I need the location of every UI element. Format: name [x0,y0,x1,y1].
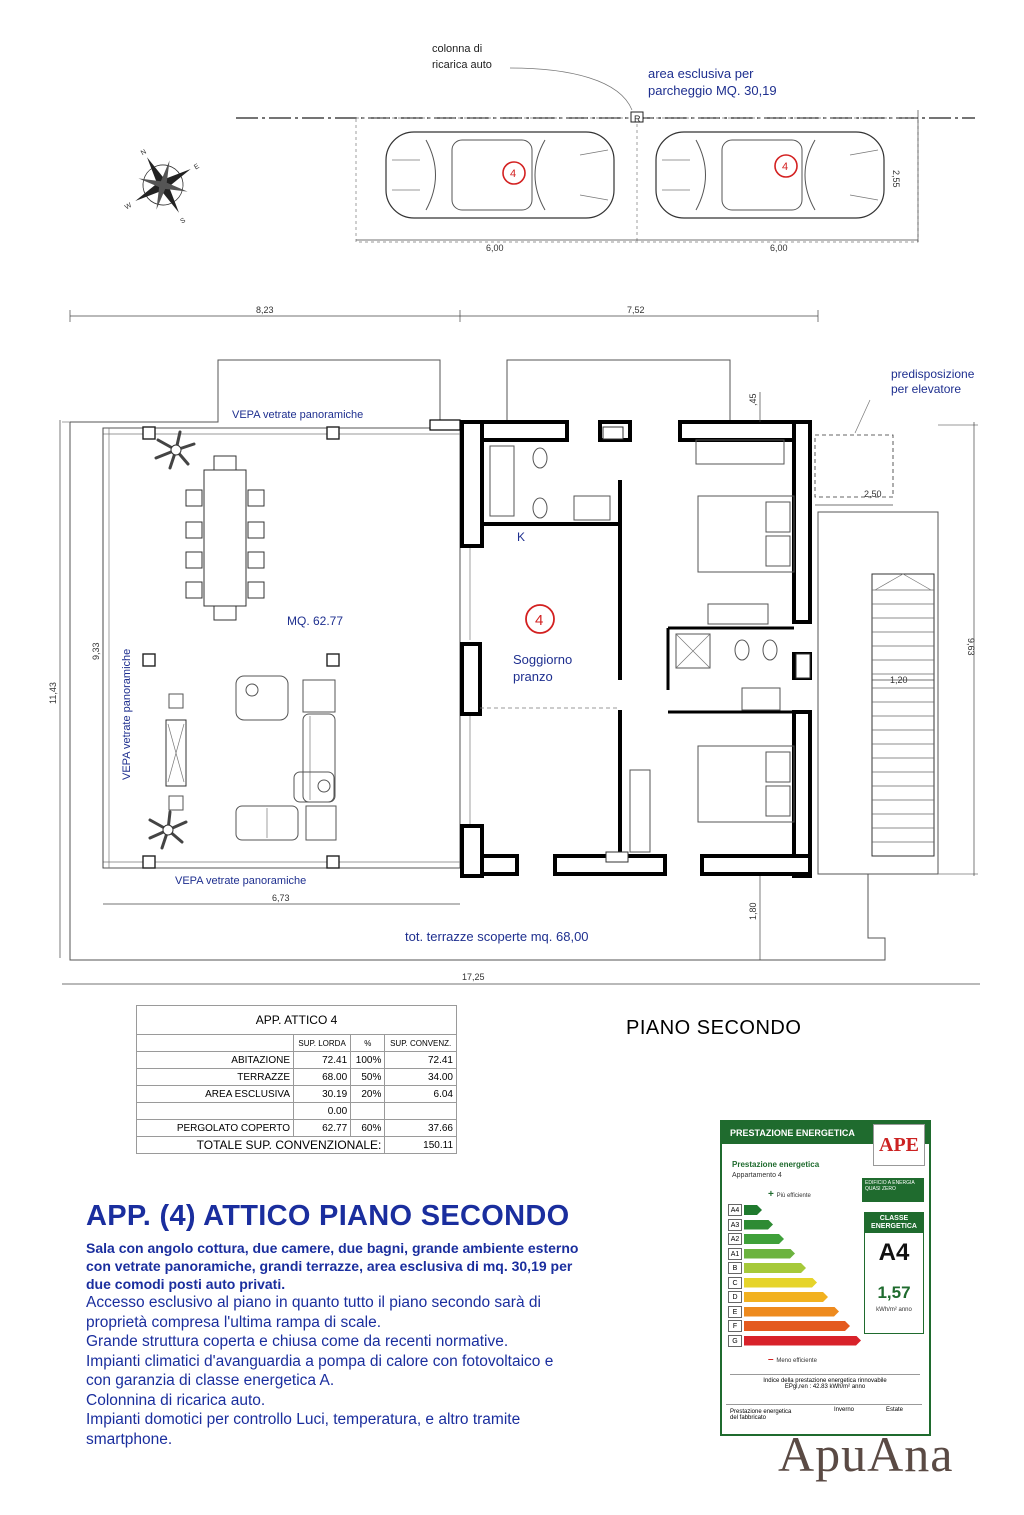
row-conv: 72.41 [385,1052,457,1069]
row-pct [351,1103,385,1120]
area-table [136,1005,457,1154]
more-efficient-label: + Più efficiente [768,1189,811,1200]
row-lorda: 62.77 [294,1120,351,1137]
energy-class-box [864,1212,924,1334]
footer-winter: Inverno [834,1407,855,1413]
energy-class-letter: B [728,1262,742,1274]
ape-logo: APE [873,1124,925,1166]
energy-class-fill [744,1278,817,1288]
total-value: 150.11 [385,1137,457,1154]
row-lorda: 0.00 [294,1103,351,1120]
description-line: proprietà compresa l'ultima rampa di scale. [86,1313,381,1331]
plant-icon [150,812,186,848]
highlight-line: Sala con angolo cottura, due camere, due bagni, grande ambiente esterno [86,1240,579,1256]
area-table-header: % [351,1035,385,1052]
description-line: Colonnina di ricarica auto. [86,1391,266,1409]
parking-area-label-2: parcheggio MQ. 30,19 [648,83,777,98]
description-line: smartphone. [86,1430,173,1448]
total-label: TOTALE SUP. CONVENZIONALE: [137,1137,385,1154]
table-row [137,1103,457,1120]
dim-right-total: 9,63 [966,638,976,656]
energy-label-header: PRESTAZIONE ENERGETICA [722,1122,929,1144]
dim-45: ,45 [748,393,758,406]
chair [248,490,264,506]
apartment-walls [430,420,810,876]
area-table-header: SUP. CONVENZ. [385,1035,457,1052]
staircase [872,574,934,856]
row-pct: 60% [351,1120,385,1137]
row-conv: 34.00 [385,1069,457,1086]
energy-class-letter: A2 [728,1233,742,1245]
description-highlights [86,1239,686,1293]
area-table-title: APP. ATTICO 4 [137,1006,457,1035]
chair [186,522,202,538]
dim-180: 1,80 [748,902,758,920]
room-label-1: Soggiorno [513,652,573,667]
compass-w: W [123,201,134,212]
area-table-title-row [137,1006,457,1035]
charging-label-1: colonna di [432,43,483,55]
energy-class-fill [744,1292,828,1302]
dim-elevator: 2,50 [864,489,882,499]
energy-class-letter: A1 [728,1248,742,1260]
table-row [137,1052,457,1069]
car-2 [656,132,884,218]
vepa-top-label: VEPA vetrate panoramiche [232,409,364,421]
terraces-label: tot. terrazze scoperte mq. 68,00 [405,929,589,944]
row-conv [385,1103,457,1120]
energy-class-letter: D [728,1291,742,1303]
table-row [137,1086,457,1103]
energy-class-fill [744,1321,850,1331]
parking-dim-depth: 2,55 [891,170,901,188]
footer-left: Prestazione energetica del fabbricato [730,1409,792,1421]
energy-class-fill [744,1205,762,1215]
row-lorda: 72.41 [294,1052,351,1069]
description-title: APP. (4) ATTICO PIANO SECONDO [86,1200,570,1232]
renewable-label: Indice della prestazione energetica rinnovabile [763,1378,887,1384]
parking-area [236,43,975,253]
charging-label-2: ricarica auto [432,59,492,71]
area-table-header-row [137,1035,457,1052]
unit-badge: 4 [535,612,544,629]
energy-class-value: A4 [878,1239,910,1266]
dim-stair: 1,20 [890,675,908,685]
row-lorda: 30.19 [294,1086,351,1103]
table-row [137,1069,457,1086]
energy-label-subtitle: Prestazione energetica [732,1160,820,1169]
table-row [137,1120,457,1137]
more-efficient-text: Più efficiente [776,1193,811,1199]
chair [186,582,202,598]
row-conv: 6.04 [385,1086,457,1103]
vepa-left-label: VEPA vetrate panoramiche [121,648,133,780]
energy-ep-value: 1,57 [877,1283,911,1302]
row-label: ABITAZIONE [137,1052,294,1069]
highlight-line: con vetrate panoramiche, grandi terrazze, area esclusiva di mq. 30,19 per [86,1258,573,1274]
less-efficient-label: – Meno efficiente [768,1354,817,1365]
dim-bottom-total: 17,25 [462,972,485,982]
row-label: PERGOLATO COPERTO [137,1120,294,1137]
parking-dim-1: 6,00 [486,243,504,253]
chair [248,582,264,598]
energy-class-fill [744,1307,839,1317]
pergola-area-label: MQ. 62.77 [287,614,344,628]
brand-logo: ApuAna [778,1426,954,1482]
charging-marker: R [634,114,641,124]
energy-class-letter: G [728,1335,742,1347]
row-pct: 20% [351,1086,385,1103]
description-line: Accesso esclusivo al piano in quanto tutto il piano secondo sarà di [86,1294,541,1311]
parking-area-label-1: area esclusiva per [648,66,754,81]
chair [186,490,202,506]
dim-top-left: 8,23 [256,305,274,315]
plant-icon [156,432,194,468]
energy-class-letter: A3 [728,1219,742,1231]
chair [248,522,264,538]
elevator-label-2: per elevatore [891,382,962,396]
energy-class-letter: A4 [728,1204,742,1216]
chair [248,552,264,568]
car-2-badge: 4 [782,161,789,173]
energy-class-letter: C [728,1277,742,1289]
area-table-header: SUP. LORDA [294,1035,351,1052]
car-1 [386,132,614,218]
footer-summer: Estate [886,1407,904,1413]
less-efficient-text: Meno efficiente [776,1358,817,1364]
row-label: TERRAZZE [137,1069,294,1086]
row-label [137,1103,294,1120]
energy-class-fill [744,1234,784,1244]
dim-left-inner: 9,33 [91,642,101,660]
floor-label: PIANO SECONDO [626,1017,802,1039]
energy-class-fill [744,1220,773,1230]
energy-class-fill [744,1249,795,1259]
elevator-label-1: predisposizione [891,367,975,381]
chair [214,606,236,620]
kitchen-label: K [517,530,526,544]
energy-class-letter: E [728,1306,742,1318]
room-label-2: pranzo [513,669,553,684]
row-conv: 37.66 [385,1120,457,1137]
energy-class-heading: CLASSE ENERGETICA [865,1213,923,1233]
compass-e: E [193,162,201,172]
compass-s: S [179,217,187,226]
row-label: AREA ESCLUSIVA [137,1086,294,1103]
vepa-bottom-label: VEPA vetrate panoramiche [175,875,307,887]
energy-class-fill [744,1263,806,1273]
compass-icon [104,129,221,246]
table-total-row [137,1137,457,1154]
dim-left-total: 11,43 [48,682,58,704]
description-line: Impianti domotici per controllo Luci, temperatura, e altro tramite [86,1411,521,1428]
energy-label-unit: Appartamento 4 [732,1172,782,1179]
energy-label [720,1120,931,1436]
nzeb-box: EDIFICIO A ENERGIA QUASI ZERO [862,1178,924,1202]
description-line: Grande struttura coperta e chiusa come da recenti normative. [86,1333,509,1350]
energy-ep-unit: kWh/m² anno [876,1307,912,1313]
description [86,1200,686,1449]
row-pct: 50% [351,1069,385,1086]
row-lorda: 68.00 [294,1069,351,1086]
chair [214,456,236,470]
energy-class-fill [744,1336,861,1346]
area-table-header [137,1035,294,1052]
renewable-index [730,1374,920,1390]
renewable-value: EPgl,ren : 42.83 kWh/m² anno [784,1384,866,1390]
parking-dim-2: 6,00 [770,243,788,253]
description-line: Impianti climatici d'avanguardia a pompa di calore con fotovoltaico e [86,1352,554,1370]
dim-top-right: 7,52 [627,305,645,315]
row-pct: 100% [351,1052,385,1069]
energy-class-letter: F [728,1320,742,1332]
description-line: con garanzia di classe energetica A. [86,1372,335,1389]
compass-n: N [139,148,148,158]
elevator-provision [815,435,893,497]
car-1-badge: 4 [510,168,517,180]
highlight-line: due comodi posti auto privati. [86,1276,286,1292]
dim-bottom-inner: 6,73 [272,893,290,903]
pergola-area [103,409,460,887]
chair [186,552,202,568]
